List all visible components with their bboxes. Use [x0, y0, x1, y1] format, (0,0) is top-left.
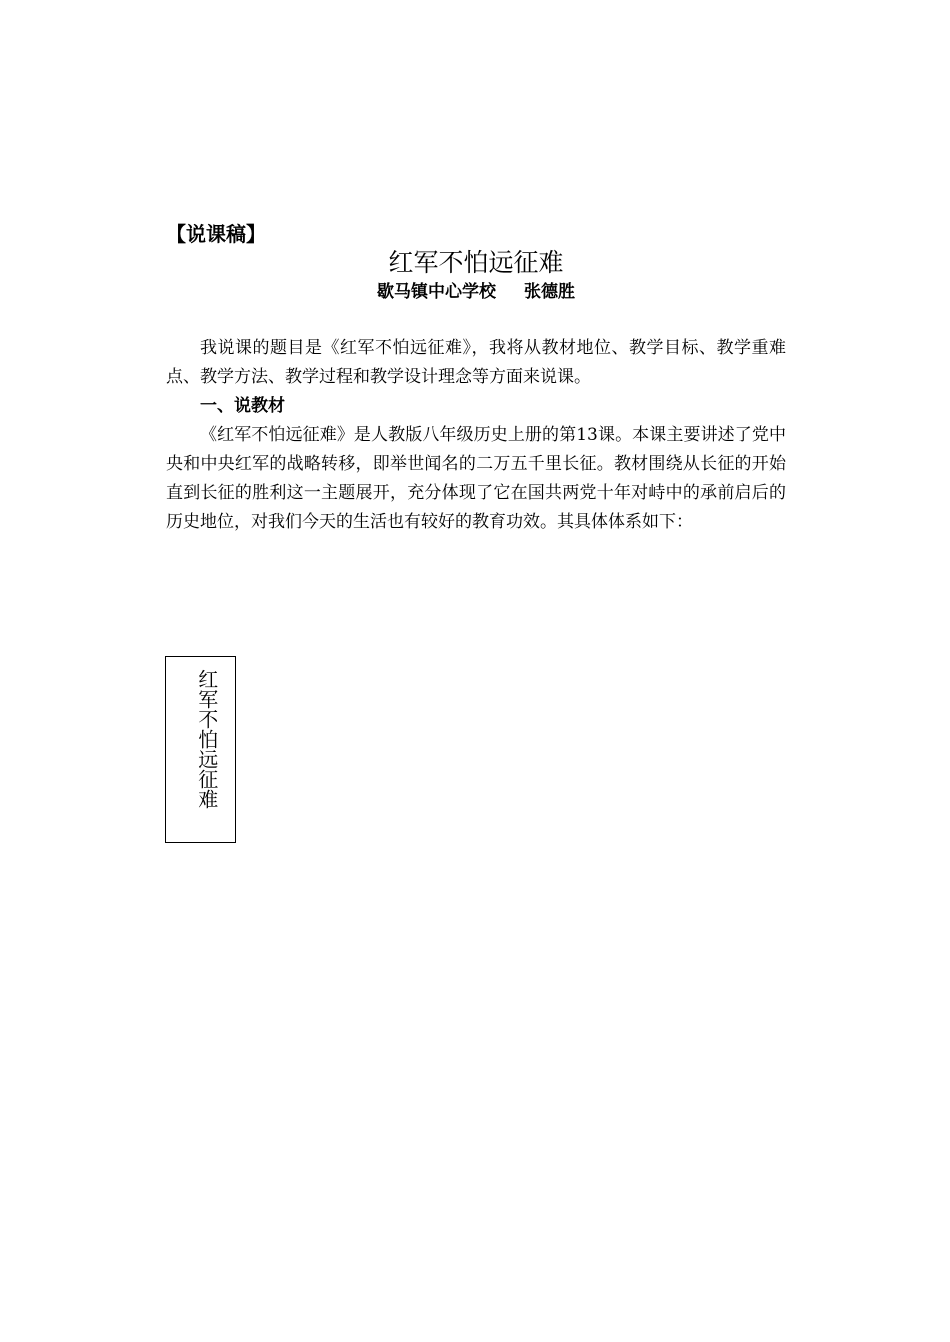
- document-body: [166, 334, 786, 537]
- byline-school: 歇马镇中心学校: [377, 282, 496, 302]
- section-heading: 一、说教材: [200, 396, 285, 416]
- intro-paragraph: 我说课的题目是《红军不怕远征难》，我将从教材地位、教学目标、教学重难点、教学方法、教学过程和教学设计理念等方面来说课。: [166, 338, 786, 387]
- diagram-root-label: 红军不怕远征难: [194, 669, 219, 809]
- section-paragraph: 《红军不怕远征难》是人教版八年级历史上册的第13课。本课主要讲述了党中央和中央红军的战略转移，即举世闻名的二万五千里长征。教材围绕从长征的开始直到长征的胜利这一主题展开，充分体现了它在国共两党十年对峙中的承前启后的历史地位，对我们今天的生活也有较好的教育功效。其具体体系如下：: [166, 425, 786, 532]
- document-title: 红军不怕远征难: [388, 248, 564, 277]
- document-tag: 【说课稿】: [166, 222, 266, 246]
- byline: [166, 280, 786, 304]
- diagram-root-box: [165, 656, 236, 843]
- byline-author: 张德胜: [524, 282, 575, 302]
